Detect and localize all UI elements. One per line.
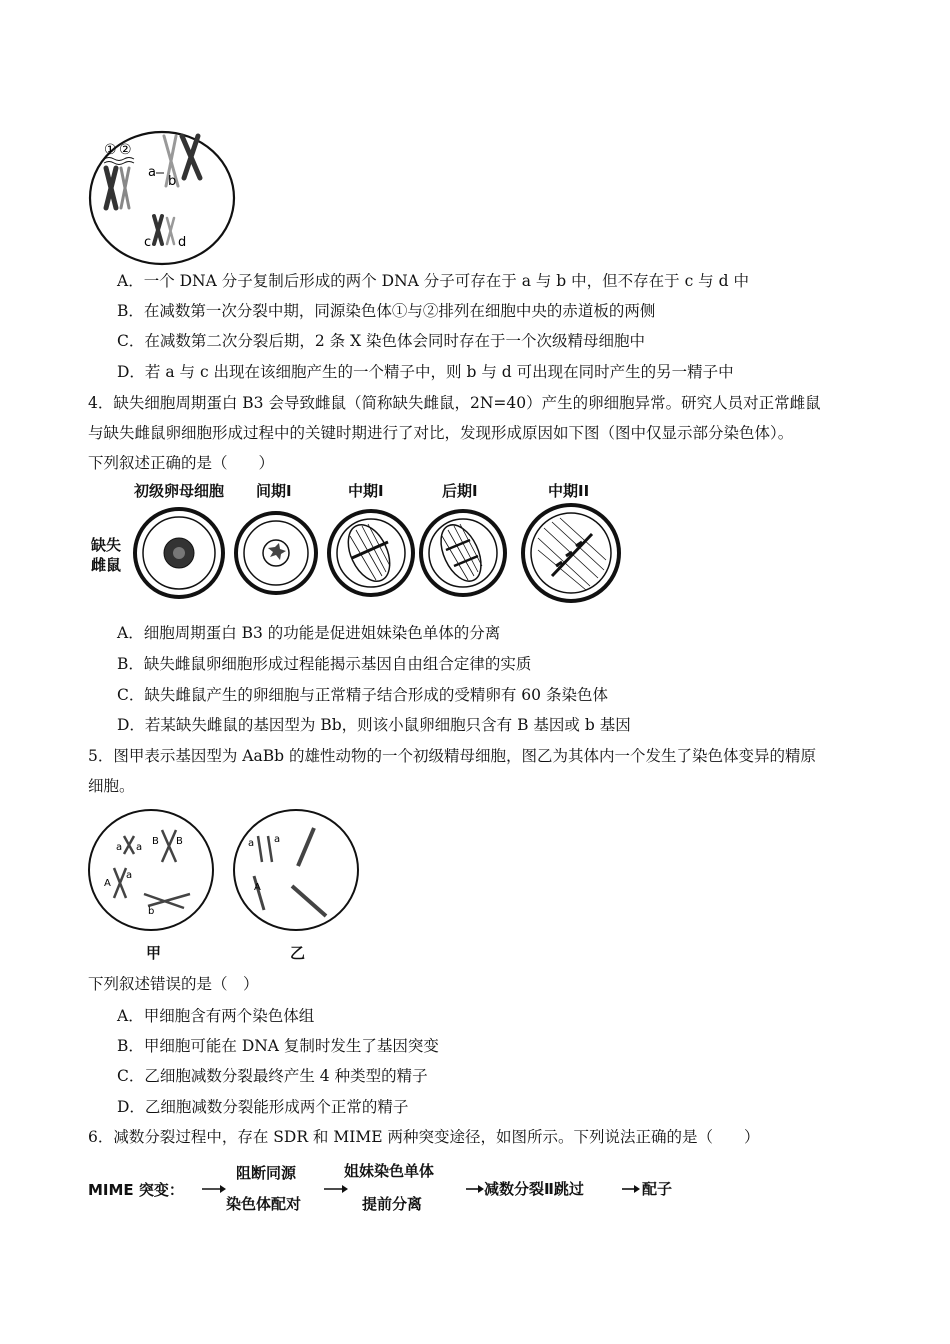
svg-text:a: a bbox=[136, 842, 143, 853]
svg-text:a: a bbox=[126, 870, 133, 881]
q5-stem-line1: 5．图甲表示基因型为 AaBb 的雄性动物的一个初级精母细胞，图乙为其体内一个发生了染色体变异的精原 bbox=[88, 747, 816, 765]
flow-label: MIME 突变： bbox=[88, 1181, 184, 1199]
q5-option-a: A．甲细胞含有两个染色体组 bbox=[117, 1007, 315, 1025]
flow-step3: 减数分裂Ⅱ跳过 bbox=[484, 1180, 584, 1198]
stage-label-5: 中期II bbox=[548, 482, 590, 500]
q4-option-d: D．若某缺失雌鼠的基因型为 Bb，则该小鼠卵细胞只含有 B 基因或 b 基因 bbox=[117, 716, 631, 734]
q4-oocyte-figure bbox=[86, 480, 626, 610]
flow-step1-line2: 染色体配对 bbox=[226, 1195, 302, 1213]
q3-option-d: D．若 a 与 c 出现在该细胞产生的一个精子中，则 b 与 d 可出现在同时产生的另一精子中 bbox=[117, 363, 734, 381]
q4-stem-line1: 4．缺失细胞周期蛋白 B3 会导致雌鼠（简称缺失雌鼠，2N=40）产生的卵细胞异常。研究人员对正常雌鼠 bbox=[88, 394, 821, 412]
cell-interphase bbox=[236, 513, 316, 593]
svg-text:B: B bbox=[152, 836, 159, 847]
q3-option-b: B．在减数第一次分裂中期，同源染色体①与②排列在细胞中央的赤道板的两侧 bbox=[117, 302, 656, 320]
flow-step4: 配子 bbox=[642, 1180, 673, 1198]
label-a: a bbox=[148, 165, 156, 180]
cell-primary-oocyte bbox=[135, 509, 223, 597]
cell-metaphase-2 bbox=[523, 505, 619, 601]
label-b: b bbox=[168, 174, 177, 189]
svg-text:a: a bbox=[248, 838, 255, 849]
label-chr2: ② bbox=[119, 142, 132, 158]
row-label-line1: 缺失 bbox=[91, 536, 122, 554]
svg-text:A: A bbox=[104, 878, 111, 889]
chromosome-bottom-light bbox=[167, 218, 174, 244]
stage-label-2: 间期I bbox=[256, 482, 292, 500]
stage-label-1: 初级卵母细胞 bbox=[134, 482, 225, 500]
svg-text:a: a bbox=[274, 834, 281, 845]
chromosome-right-dark bbox=[182, 136, 200, 178]
q6-stem: 6．减数分裂过程中，存在 SDR 和 MIME 两种突变途径，如图所示。下列说法正确的是（ ） bbox=[88, 1128, 760, 1146]
cell-anaphase-1 bbox=[421, 511, 505, 595]
label-c: c bbox=[144, 235, 152, 250]
flow-step1-line1: 阻断同源 bbox=[236, 1164, 297, 1182]
svg-text:A: A bbox=[254, 882, 261, 893]
label-jia: 甲 bbox=[146, 944, 162, 962]
q4-option-b: B．缺失雌鼠卵细胞形成过程能揭示基因自由组合定律的实质 bbox=[117, 655, 532, 673]
svg-text:a: a bbox=[116, 842, 123, 853]
q4-option-c: C．缺失雌鼠产生的卵细胞与正常精子结合形成的受精卵有 60 条染色体 bbox=[117, 686, 608, 704]
q3-cell-figure bbox=[86, 128, 238, 268]
label-yi: 乙 bbox=[290, 944, 306, 962]
label-d: d bbox=[178, 235, 187, 250]
chromosome-bottom-dark bbox=[154, 216, 162, 244]
row-label-line2: 雌鼠 bbox=[91, 556, 122, 574]
svg-text:b: b bbox=[148, 906, 155, 917]
q5-question: 下列叙述错误的是（ ） bbox=[88, 975, 259, 993]
q5-stem-line2: 细胞。 bbox=[88, 777, 135, 795]
q5-option-b: B．甲细胞可能在 DNA 复制时发生了基因突变 bbox=[117, 1037, 439, 1055]
svg-text:B: B bbox=[176, 836, 183, 847]
stage-label-3: 中期I bbox=[348, 482, 384, 500]
q4-option-a: A．细胞周期蛋白 B3 的功能是促进姐妹染色单体的分离 bbox=[117, 624, 501, 642]
chromosome-left-dark bbox=[106, 168, 116, 208]
cell-jia bbox=[89, 810, 213, 930]
flow-step2-line1: 姐妹染色单体 bbox=[344, 1162, 435, 1180]
cell-metaphase-1 bbox=[329, 511, 413, 595]
label-chr1: ① bbox=[104, 142, 117, 158]
stage-label-4: 后期I bbox=[442, 482, 478, 500]
cell-yi bbox=[234, 810, 358, 930]
flow-step2-line2: 提前分离 bbox=[362, 1195, 423, 1213]
q4-stem-line3: 下列叙述正确的是（ ） bbox=[88, 454, 275, 472]
q3-option-a: A．一个 DNA 分子复制后形成的两个 DNA 分子可存在于 a 与 b 中，但不存在于 c 与 d 中 bbox=[117, 272, 749, 290]
q5-cells-figure bbox=[86, 806, 366, 964]
q3-option-c: C．在减数第二次分裂后期，2 条 X 染色体会同时存在于一个次级精母细胞中 bbox=[117, 332, 646, 350]
q5-option-d: D．乙细胞减数分裂能形成两个正常的精子 bbox=[117, 1098, 409, 1116]
q6-mime-flow bbox=[86, 1156, 706, 1216]
q5-option-c: C．乙细胞减数分裂最终产生 4 种类型的精子 bbox=[117, 1067, 428, 1085]
chromosome-left-light bbox=[121, 168, 129, 208]
q4-stem-line2: 与缺失雌鼠卵细胞形成过程中的关键时期进行了对比，发现形成原因如下图（图中仅显示部分染色体）。 bbox=[88, 424, 794, 442]
